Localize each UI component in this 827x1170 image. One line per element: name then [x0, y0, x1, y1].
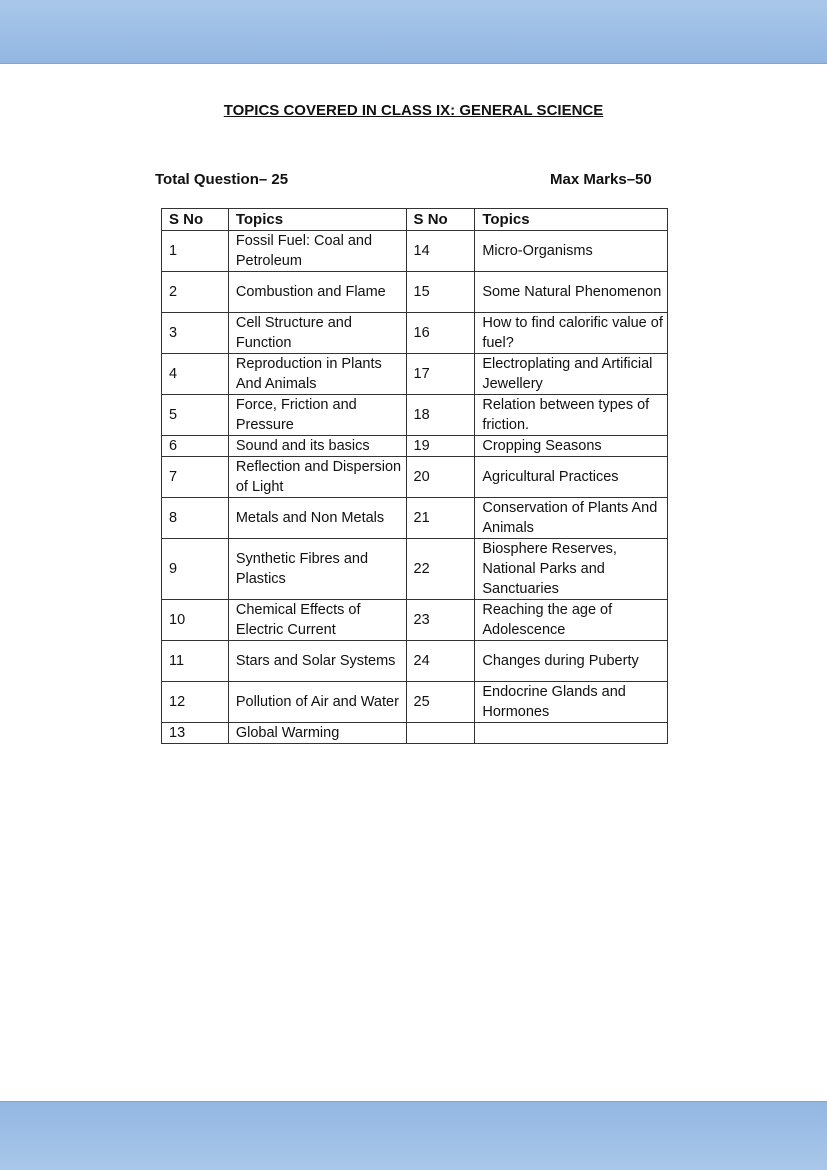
topic-cell: Stars and Solar Systems [228, 641, 406, 682]
sno-cell: 10 [162, 600, 229, 641]
topic-cell: Global Warming [228, 723, 406, 744]
sno-cell: 2 [162, 272, 229, 313]
topic-cell: How to find calorific value of fuel? [475, 313, 668, 354]
topic-cell: Some Natural Phenomenon [475, 272, 668, 313]
table-row [162, 436, 668, 457]
sno-cell: 6 [162, 436, 229, 457]
topic-cell: Metals and Non Metals [228, 498, 406, 539]
sno-cell: 4 [162, 354, 229, 395]
table-row [162, 498, 668, 539]
topic-cell: Changes during Puberty [475, 641, 668, 682]
topics-table [161, 208, 668, 744]
topic-cell: Pollution of Air and Water [228, 682, 406, 723]
table-row [162, 272, 668, 313]
topic-cell: Synthetic Fibres and Plastics [228, 539, 406, 600]
topic-cell: Sound and its basics [228, 436, 406, 457]
topic-cell: Chemical Effects of Electric Current [228, 600, 406, 641]
topic-cell: Endocrine Glands and Hormones [475, 682, 668, 723]
sno-cell: 7 [162, 457, 229, 498]
page-title: TOPICS COVERED IN CLASS IX: GENERAL SCIENCE [223, 102, 604, 119]
topic-cell: Fossil Fuel: Coal and Petroleum [228, 231, 406, 272]
topic-cell: Cropping Seasons [475, 436, 668, 457]
topic-cell: Relation between types of friction. [475, 395, 668, 436]
topic-cell: Biosphere Reserves, National Parks and Sanctuaries [475, 539, 668, 600]
footer-band [0, 1101, 827, 1170]
sno-cell: 14 [406, 231, 475, 272]
table-row [162, 723, 668, 744]
topic-cell: Cell Structure and Function [228, 313, 406, 354]
topic-cell: Reaching the age of Adolescence [475, 600, 668, 641]
topic-cell: Micro-Organisms [475, 231, 668, 272]
header-topics-2: Topics [475, 209, 668, 231]
total-questions: Total Question– 25 [155, 171, 289, 188]
sno-cell: 3 [162, 313, 229, 354]
sno-cell: 11 [162, 641, 229, 682]
max-marks: Max Marks–50 [550, 171, 652, 188]
sno-cell: 21 [406, 498, 475, 539]
sno-cell: 18 [406, 395, 475, 436]
table-row [162, 457, 668, 498]
sno-cell: 9 [162, 539, 229, 600]
sno-cell: 13 [162, 723, 229, 744]
sno-cell: 24 [406, 641, 475, 682]
topic-cell: Electroplating and Artificial Jewellery [475, 354, 668, 395]
topic-cell: Reproduction in Plants And Animals [228, 354, 406, 395]
sno-cell [406, 723, 475, 744]
table-row [162, 600, 668, 641]
table-header-row [162, 209, 668, 231]
header-band [0, 0, 827, 64]
topic-cell: Agricultural Practices [475, 457, 668, 498]
table-row [162, 641, 668, 682]
topic-cell: Reflection and Dispersion of Light [228, 457, 406, 498]
header-sno-1: S No [162, 209, 229, 231]
topic-cell: Force, Friction and Pressure [228, 395, 406, 436]
sno-cell: 16 [406, 313, 475, 354]
sno-cell: 17 [406, 354, 475, 395]
header-topics-1: Topics [228, 209, 406, 231]
table-row [162, 395, 668, 436]
sno-cell: 19 [406, 436, 475, 457]
table-row [162, 354, 668, 395]
topic-cell: Conservation of Plants And Animals [475, 498, 668, 539]
table-row [162, 313, 668, 354]
sno-cell: 20 [406, 457, 475, 498]
table-row [162, 682, 668, 723]
sno-cell: 8 [162, 498, 229, 539]
sno-cell: 1 [162, 231, 229, 272]
table-row [162, 539, 668, 600]
sno-cell: 23 [406, 600, 475, 641]
header-sno-2: S No [406, 209, 475, 231]
sno-cell: 15 [406, 272, 475, 313]
topic-cell [475, 723, 668, 744]
table-row [162, 231, 668, 272]
sno-cell: 25 [406, 682, 475, 723]
sno-cell: 5 [162, 395, 229, 436]
topic-cell: Combustion and Flame [228, 272, 406, 313]
sno-cell: 12 [162, 682, 229, 723]
sno-cell: 22 [406, 539, 475, 600]
